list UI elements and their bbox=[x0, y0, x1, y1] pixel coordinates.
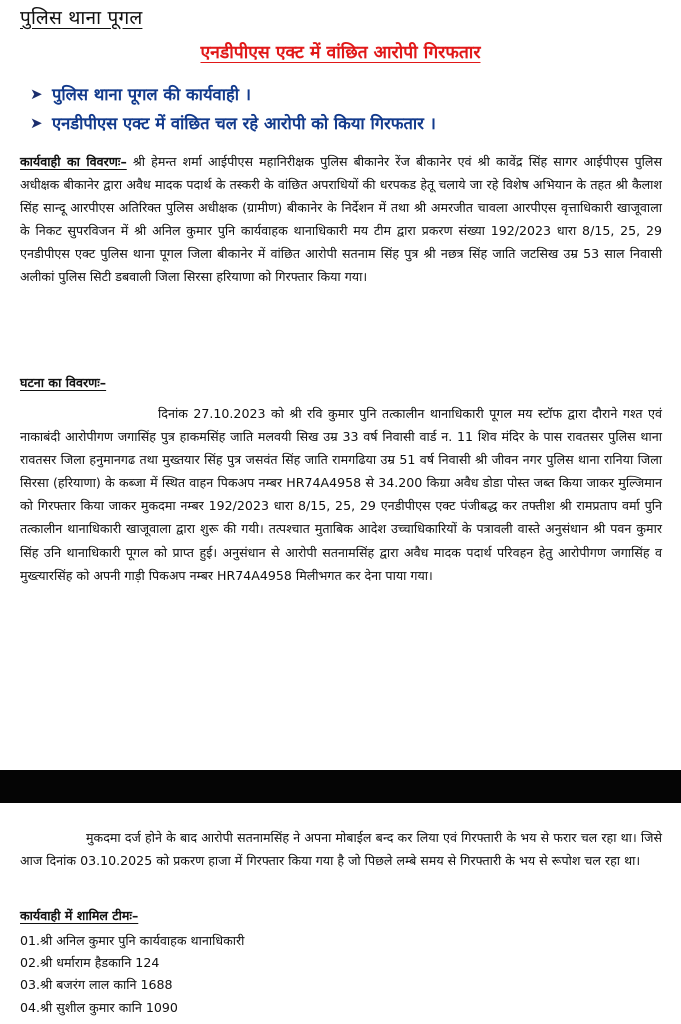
incident-details-paragraph bbox=[20, 402, 662, 587]
summary-bullet bbox=[30, 109, 436, 138]
team-member: 01.श्री अनिल कुमार पुनि कार्यवाहक थानाधिकारी bbox=[20, 933, 245, 948]
team-label: कार्यवाही में शामिल टीमः– bbox=[20, 908, 139, 923]
incident-details-text: दिनांक 27.10.2023 को श्री रवि कुमार पुनि तत्कालीन थानाधिकारी पूगल मय स्टॉफ द्वारा दौराने गश्त एवं नाकाबंदी आरोपीगण जगासिंह पुत्र हाकमसिंह जाति मलवयी सिख उम्र 33 वर्ष निवासी वार्ड न. 11 शिव मंदिर के पास रावतसर पुलिस थाना रावतसर जिला हनुमानगढ तथा मुख्तयार सिंह पुत्र जसवंत सिंह जाति रामगढिया उम्र 51 वर्ष निवासी श्री जीवन नगर पुलिस थाना रानिया जिला सिरसा (हरियाणा) के कब्जा में स्थित वाहन पिकअप नम्बर HR74A4958 से 34.200 किग्रा अवैध डोडा पोस्त जब्त किया जाकर मुल्जिमान को गिरफ्तार किया जाकर मुकदमा नम्बर 192/2023 धारा 8/15, 25, 29 एनडीपीएस एक्ट पंजीबद्ध कर तफ्तीश श्री रामप्रताप वर्मा पुनि तत्कालीन थानाधिकारी खाजूवाला द्वारा शुरू की गयी। तत्पश्चात मुताबिक आदेश उच्चाधिकारियों के पत्रावली वास्ते अनुसंधान श्री पवन कुमार सिंह उनि थानाधिकारी पूगल को प्राप्त हुई। अनुसंधान से आरोपी सतनामसिंह द्वारा अवैध मादक पदार्थ परिवहन हेतु आरोपीगण जगासिंह व मुख्त्यारसिंह को अपनी गाड़ी पिकअप नम्बर HR74A4958 मिलीभगत कर देना पाया गया। bbox=[20, 406, 662, 583]
arrest-text: मुकदमा दर्ज होने के बाद आरोपी सतनामसिंह ने अपना मोबाईल बन्द कर लिया एवं गिरफ्तारी के भय से फरार चल रहा था। जिसे आज दिनांक 03.10.2025 को प्रकरण हाजा में गिरफ्तार किया गया है जो पिछले लम्बे समय से गिरफ्तारी के भय से रूपोश चल रहा था। bbox=[20, 830, 662, 869]
arrow-bullet-icon: ➤ bbox=[30, 85, 43, 103]
team-list bbox=[20, 930, 244, 1019]
team-member: 03.श्री बजरंग लाल कानि 1688 bbox=[20, 977, 173, 993]
arrow-bullet-icon: ➤ bbox=[30, 114, 43, 132]
incident-details-label: घटना का विवरणः– bbox=[20, 375, 107, 390]
arrest-paragraph bbox=[20, 826, 662, 872]
team-member: 02.श्री धर्माराम हैडकानि 124 bbox=[20, 955, 160, 971]
team-member: 04.श्री सुशील कुमार कानि 1090 bbox=[20, 999, 178, 1015]
bullet-text: एनडीपीएस एक्ट में वांछित चल रहे आरोपी को किया गिरफतार । bbox=[52, 114, 436, 133]
station-title: पुलिस थाना पूगल bbox=[20, 7, 143, 29]
headline bbox=[0, 40, 681, 64]
headline-text: एनडीपीएस एक्ट में वांछित आरोपी गिरफतार bbox=[200, 43, 481, 63]
summary-bullets bbox=[30, 80, 436, 138]
action-details-paragraph bbox=[20, 150, 662, 289]
action-details-label: कार्यवाही का विवरणः– bbox=[20, 154, 127, 169]
page-divider-band bbox=[0, 770, 681, 803]
action-details-text: श्री हेमन्त शर्मा आईपीएस महानिरीक्षक पुलिस बीकानेर रेंज बीकानेर एवं श्री कावेंद्र सिंह सागर आईपीएस पुलिस अधीक्षक बीकानेर द्वारा अवैध मादक पदार्थ के तस्करी के वांछित अपराधियों की धरपकड हेतू चलाये जा रहे विशेष अभियान के तहत श्री कैलाश सिंह सान्दू आरपीएस अतिरिक्त पुलिस अधीक्षक (ग्रामीण) बीकानेर के निर्देशन में तथा श्री अमरजीत चावला आरपीएस वृत्ताधिकारी खाजूवाला के निकट सुपरविजन में श्री अनिल कुमार पुनि कार्यवाहक थानाधिकारी मय टीम द्वारा प्रकरण संख्या 192/2023 धारा 8/15, 25, 29 एनडीपीएस एक्ट पुलिस थाना पूगल जिला बीकानेर में वांछित आरोपी सतनाम सिंह पुत्र श्री नछत्र सिंह जाति जटसिख उम्र 53 साल निवासी अलीकां पुलिस सिटी डबवाली जिला सिरसा हरियाणा को गिरफ्तार किया गया। bbox=[20, 154, 662, 285]
bullet-text: पुलिस थाना पूगल की कार्यवाही । bbox=[52, 85, 252, 104]
summary-bullet bbox=[30, 80, 436, 109]
